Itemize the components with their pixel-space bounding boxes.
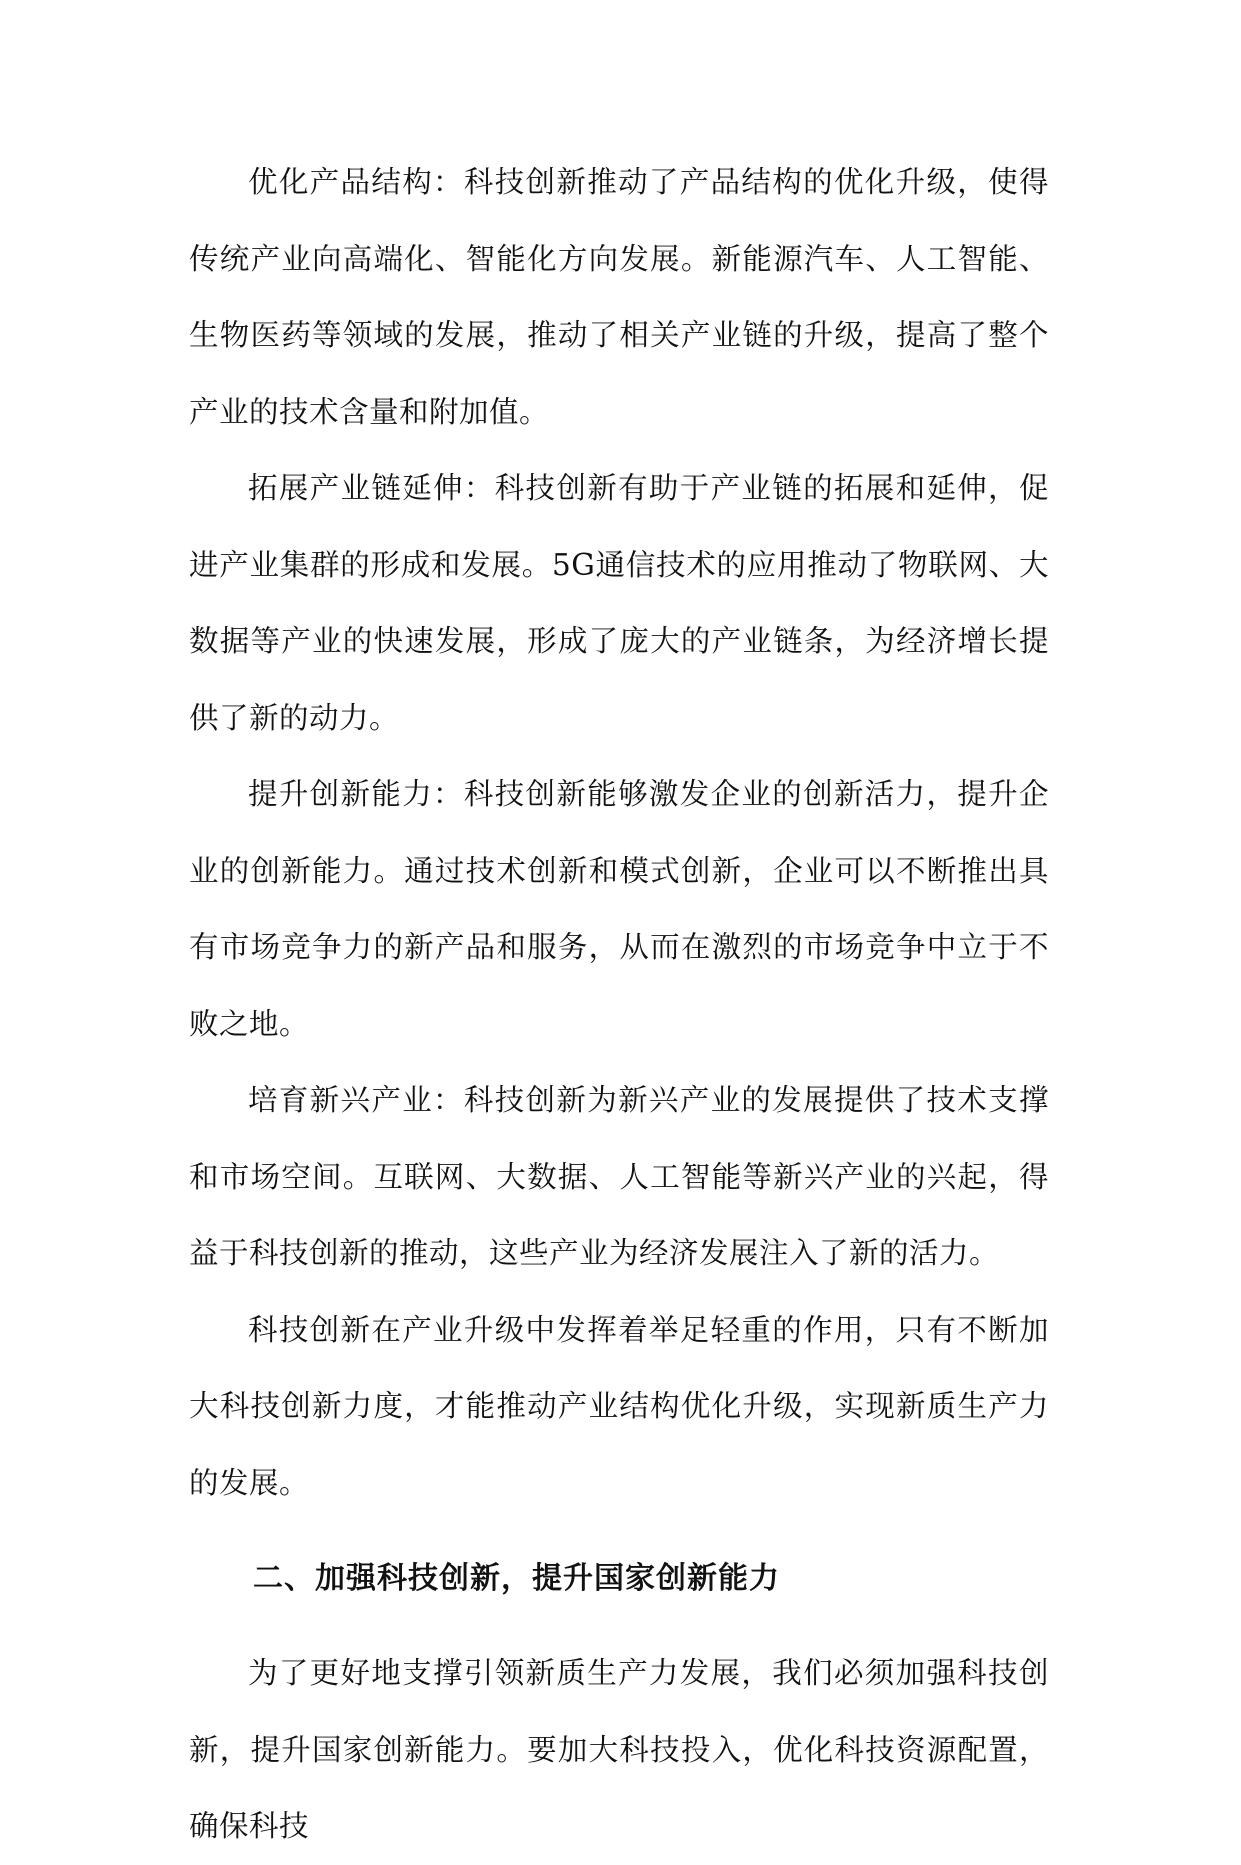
paragraph-summary: 科技创新在产业升级中发挥着举足轻重的作用，只有不断加大科技创新力度，才能推动产业结构优化升级，实现新质生产力的发展。 (189, 1312, 1049, 1500)
paragraph-improve-innovation-capability: 提升创新能力：科技创新能够激发企业的创新活力，提升企业的创新能力。通过技术创新和模式创新，企业可以不断推出具有市场竞争力的新产品和服务，从而在激烈的市场竞争中立于不败之地。 (189, 777, 1049, 1041)
paragraph-strengthen-innovation: 为了更好地支撑引领新质生产力发展，我们必须加强科技创新，提升国家创新能力。要加大科技投入，优化科技资源配置，确保科技 (189, 1656, 1049, 1843)
section-heading: 二、加强科技创新，提升国家创新能力 (253, 1561, 780, 1596)
paragraph-optimize-product-structure: 优化产品结构：科技创新推动了产品结构的优化升级，使得传统产业向高端化、智能化方向发展。新能源汽车、人工智能、生物医药等领域的发展，推动了相关产业链的升级，提高了整个产业的技术含量和附加值。 (189, 165, 1049, 429)
paragraph-cultivate-emerging-industries: 培育新兴产业：科技创新为新兴产业的发展提供了技术支撑和市场空间。互联网、大数据、人工智能等新兴产业的兴起，得益于科技创新的推动，这些产业为经济发展注入了新的活力。 (189, 1083, 1049, 1270)
document-body (189, 144, 1049, 1865)
paragraph-extend-industry-chain: 拓展产业链延伸：科技创新有助于产业链的拓展和延伸，促进产业集群的形成和发展。5G通信技术的应用推动了物联网、大数据等产业的快速发展，形成了庞大的产业链条，为经济增长提供了新的动力。 (189, 471, 1049, 735)
